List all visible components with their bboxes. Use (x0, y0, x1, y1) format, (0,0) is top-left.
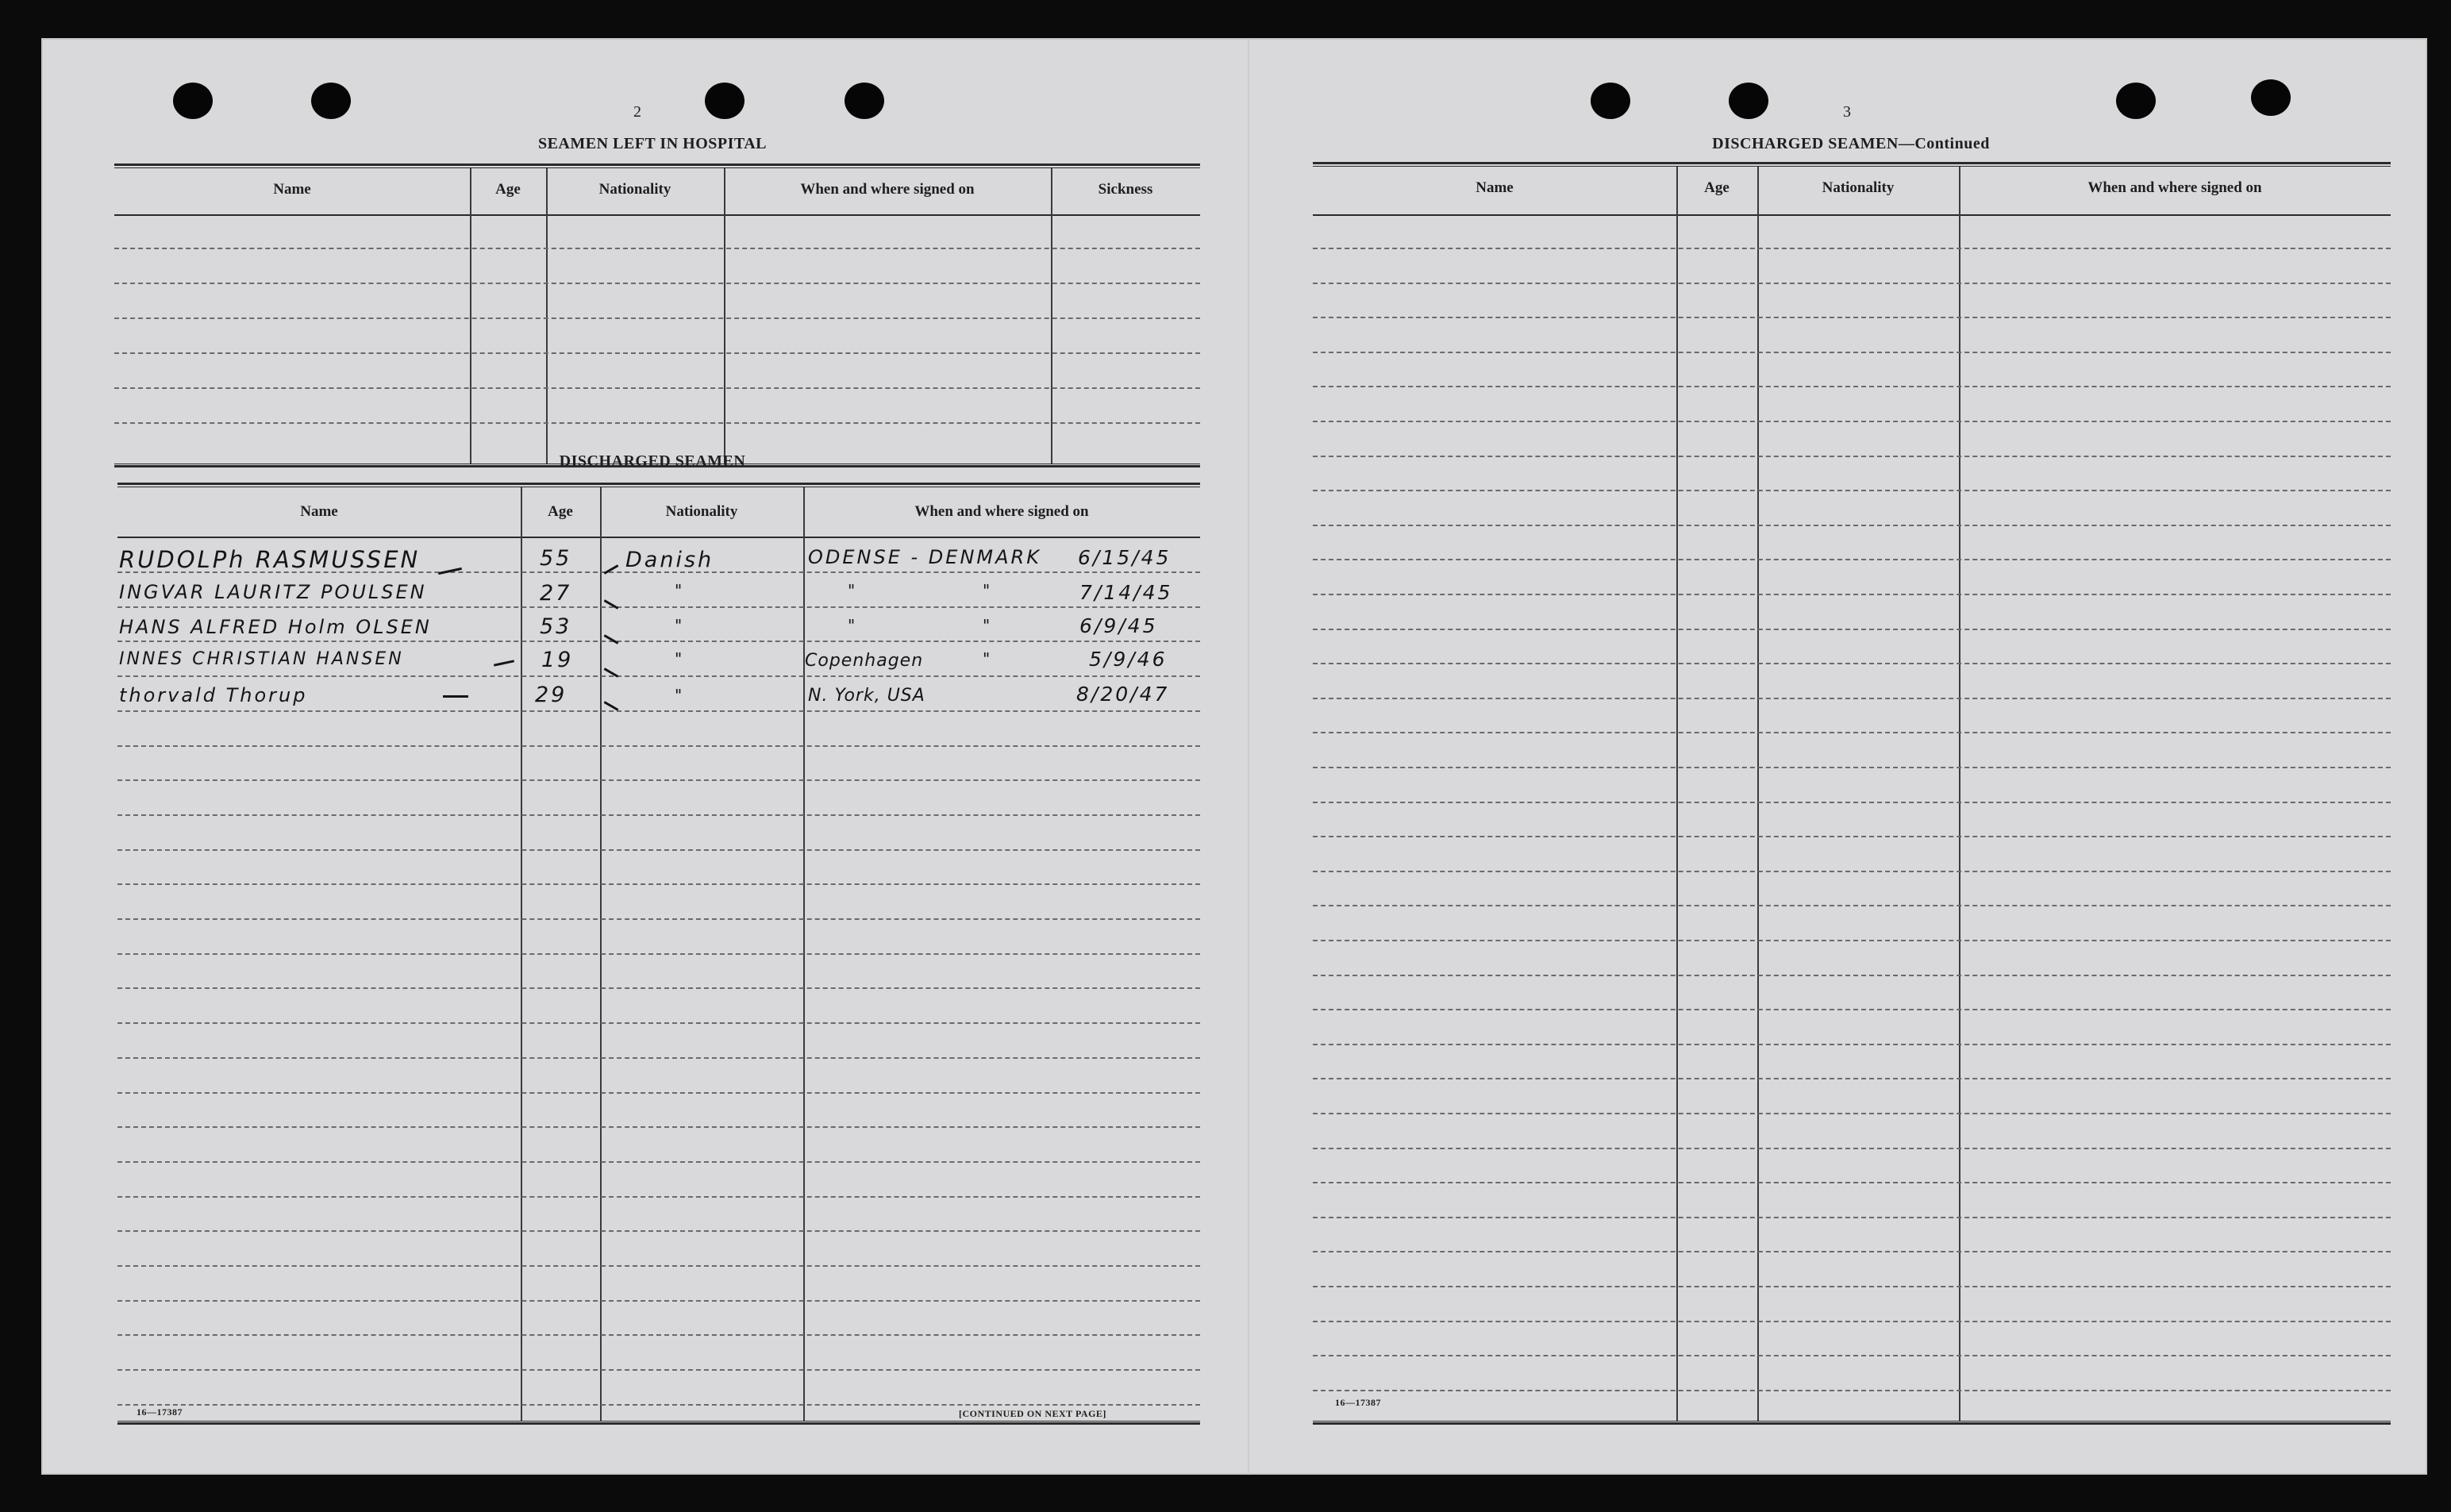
discharged-col-signed-on: When and where signed on (914, 503, 1089, 520)
punch-hole (1729, 83, 1768, 119)
title-main: DISCHARGED SEAMEN (1712, 135, 1899, 152)
signed-on-date: 8/20/47 (1076, 683, 1170, 706)
form-number: 16—17387 (1335, 1397, 1381, 1408)
ruled-line (117, 675, 1200, 677)
ruled-line (117, 641, 1200, 642)
ruled-line (1313, 594, 2391, 595)
hospital-col-name: Name (273, 181, 311, 198)
continued-col-signed-on: When and where signed on (2087, 179, 2262, 196)
ruled-line (1313, 975, 2391, 976)
ruled-line (1313, 1078, 2391, 1079)
discharged-col-age: Age (548, 503, 573, 520)
ruled-line (1313, 905, 2391, 906)
ruled-line (1313, 1355, 2391, 1356)
seaman-age: 27 (540, 581, 572, 606)
ruled-line (1313, 456, 2391, 457)
ruled-line (1313, 421, 2391, 422)
discharged-continued-table (1313, 162, 2391, 1432)
ruled-line (1313, 283, 2391, 284)
ruled-line (117, 1022, 1200, 1024)
page-number: 3 (1843, 103, 1851, 121)
hospital-col-nationality: Nationality (598, 181, 671, 198)
ruled-line (117, 779, 1200, 781)
continued-col-nationality: Nationality (1822, 179, 1895, 196)
ruled-line (1313, 663, 2391, 664)
discharged-continued-title (1629, 135, 2073, 153)
ruled-line (117, 1057, 1200, 1059)
ruled-line (1313, 1044, 2391, 1045)
ruled-line (117, 987, 1200, 989)
ruled-line (1313, 1009, 2391, 1010)
seaman-name: INNES CHRISTIAN HANSEN (119, 649, 404, 669)
ruled-line (1313, 559, 2391, 560)
center-fold (1248, 38, 1249, 1475)
signed-on-place: ODENSE - DENMARK (808, 546, 1041, 568)
ruled-line (117, 710, 1200, 712)
title-continued: —Continued (1898, 135, 1990, 152)
ruled-line (1313, 525, 2391, 526)
page-number: 2 (633, 103, 641, 121)
document-sheet (41, 38, 2427, 1475)
ruled-line (1313, 352, 2391, 353)
ruled-line (117, 1126, 1200, 1128)
ruled-line (1313, 1113, 2391, 1114)
ruled-line (117, 849, 1200, 851)
ruled-line (117, 1265, 1200, 1267)
ruled-line (117, 1300, 1200, 1302)
ruled-line (1313, 386, 2391, 387)
discharged-table (117, 483, 1200, 1435)
hospital-table (114, 164, 1200, 475)
seaman-name: INGVAR LAURITZ POULSEN (119, 581, 427, 603)
signed-on-place-ditto: " (983, 581, 993, 600)
signed-on-date: 6/15/45 (1078, 546, 1172, 569)
ruled-line (117, 1369, 1200, 1371)
ruled-line (1313, 629, 2391, 630)
seaman-nationality: " (675, 649, 685, 668)
signed-on-place: " (848, 581, 858, 600)
seaman-age: 53 (540, 614, 572, 639)
ruled-line (1313, 698, 2391, 699)
ruled-line (117, 1230, 1200, 1232)
seaman-name: HANS ALFRED Holm OLSEN (119, 616, 432, 638)
ruled-line (117, 814, 1200, 816)
ruled-line (1313, 871, 2391, 872)
discharged-col-nationality: Nationality (665, 503, 738, 520)
ruled-line (1313, 1217, 2391, 1218)
seaman-age: 19 (541, 648, 574, 672)
ruled-line (1313, 940, 2391, 941)
signed-on-place: " (848, 616, 858, 635)
ruled-line (1313, 490, 2391, 491)
ruled-line (117, 883, 1200, 885)
punch-hole (2251, 79, 2291, 116)
punch-hole (2116, 83, 2156, 119)
hospital-col-age: Age (495, 181, 521, 198)
ruled-line (1313, 836, 2391, 837)
punch-hole (705, 83, 745, 119)
punch-hole (845, 83, 884, 119)
ruled-line (1313, 1148, 2391, 1149)
punch-hole (173, 83, 213, 119)
seaman-nationality: " (675, 581, 685, 600)
ruled-line (117, 745, 1200, 747)
continued-col-name: Name (1476, 179, 1514, 196)
seaman-nationality: Danish (625, 548, 714, 572)
seaman-age: 55 (540, 546, 572, 571)
ruled-line (1313, 732, 2391, 733)
ruled-line (117, 606, 1200, 608)
discharged-title: DISCHARGED SEAMEN (559, 452, 746, 470)
signed-on-date: 5/9/46 (1089, 648, 1168, 671)
signed-on-place-ditto: " (983, 649, 993, 668)
ruled-line (1313, 767, 2391, 768)
seaman-name: RUDOLPh RASMUSSEN (119, 546, 421, 573)
ruled-line (117, 953, 1200, 955)
ruled-line (1313, 1251, 2391, 1252)
punch-hole (1591, 83, 1630, 119)
form-number: 16—17387 (137, 1406, 183, 1418)
ruled-line (1313, 1390, 2391, 1391)
seaman-name: thorvald Thorup (119, 684, 308, 706)
signed-on-date: 6/9/45 (1079, 614, 1158, 637)
ruled-line (117, 1334, 1200, 1336)
seaman-nationality: " (675, 616, 685, 635)
signed-on-place: Copenhagen (805, 651, 924, 671)
ruled-line (117, 1404, 1200, 1406)
hospital-col-sickness: Sickness (1098, 181, 1153, 198)
seaman-nationality: " (675, 686, 685, 705)
punch-hole (311, 83, 351, 119)
ruled-line (1313, 1321, 2391, 1322)
hospital-title: SEAMEN LEFT IN HOSPITAL (537, 135, 768, 152)
ruled-line (117, 918, 1200, 920)
hospital-col-signed-on: When and where signed on (800, 181, 975, 198)
continued-col-age: Age (1704, 179, 1730, 196)
signed-on-place-ditto: " (983, 616, 993, 635)
ruled-line (117, 1161, 1200, 1163)
ruled-line (117, 1196, 1200, 1198)
ruled-line (117, 1092, 1200, 1094)
continued-note: [CONTINUED ON NEXT PAGE] (959, 1408, 1106, 1419)
ruled-line (1313, 802, 2391, 803)
seaman-age: 29 (535, 683, 568, 707)
signed-on-date: 7/14/45 (1079, 581, 1173, 604)
discharged-col-name: Name (300, 503, 338, 520)
ruled-line (1313, 1286, 2391, 1287)
ruled-line (1313, 317, 2391, 318)
signed-on-place: N. York, USA (808, 686, 925, 706)
ruled-line (1313, 1182, 2391, 1183)
ruled-line (1313, 248, 2391, 249)
